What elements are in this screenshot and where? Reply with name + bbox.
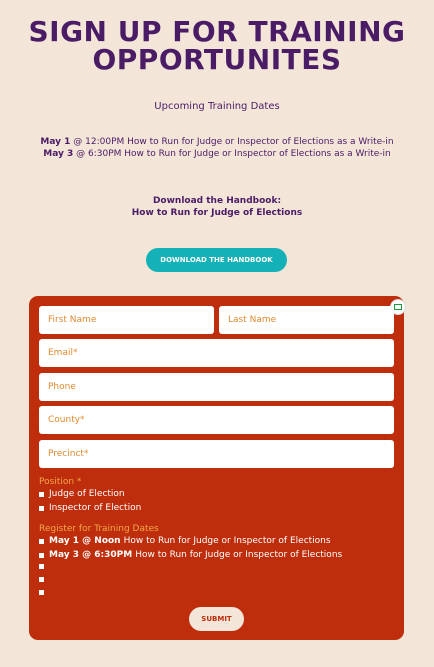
checkbox[interactable]	[39, 564, 44, 569]
training-date-item	[0, 148, 434, 160]
first-name-field[interactable]: First Name	[39, 306, 214, 334]
option-label: How to Run for Judge or Inspector of Elections	[123, 536, 331, 546]
position-label: Position *	[39, 477, 82, 487]
position-option-inspector[interactable]	[39, 503, 141, 513]
precinct-field[interactable]: Precinct*	[39, 440, 394, 468]
option-label: Judge of Election	[49, 489, 125, 499]
submit-button[interactable]: SUBMIT	[189, 607, 244, 631]
grid-icon-glyph	[394, 304, 402, 310]
page-title	[0, 15, 434, 76]
training-option-may1[interactable]	[39, 536, 331, 546]
checkbox[interactable]	[39, 506, 44, 511]
last-name-field[interactable]: Last Name	[219, 306, 394, 334]
option-label: Inspector of Election	[49, 503, 142, 513]
empty-checkbox-row[interactable]	[39, 564, 49, 569]
email-field[interactable]: Email*	[39, 339, 394, 367]
page-title-text: SIGN UP FOR TRAINING OPPORTUNITES	[28, 15, 406, 76]
checkbox[interactable]	[39, 539, 44, 544]
upcoming-dates-heading: Upcoming Training Dates	[154, 101, 280, 112]
training-date-text: @ 6:30PM How to Run for Judge or Inspector of Elections as a Write-in	[73, 149, 391, 159]
training-date: May 1	[40, 137, 71, 147]
training-date-text: @ 12:00PM How to Run for Judge or Inspector of Elections as a Write-in	[70, 137, 394, 147]
empty-checkbox-row[interactable]	[39, 590, 49, 595]
register-label: Register for Training Dates	[39, 524, 159, 534]
training-option-may3[interactable]	[39, 550, 342, 560]
training-date: May 3	[43, 149, 74, 159]
county-field[interactable]: County*	[39, 406, 394, 434]
empty-checkbox-row[interactable]	[39, 577, 49, 582]
training-date-bold: May 1 @ Noon	[49, 536, 121, 546]
position-option-judge[interactable]	[39, 489, 125, 499]
training-dates-list	[0, 136, 434, 160]
handbook-line-2: How to Run for Judge of Elections	[131, 208, 303, 218]
checkbox[interactable]	[39, 590, 44, 595]
checkbox[interactable]	[39, 553, 44, 558]
phone-field[interactable]: Phone	[39, 373, 394, 401]
checkbox[interactable]	[39, 492, 44, 497]
checkbox[interactable]	[39, 577, 44, 582]
handbook-heading	[0, 195, 434, 219]
option-label: How to Run for Judge or Inspector of Elections	[135, 550, 343, 560]
handbook-line-1: Download the Handbook:	[152, 196, 282, 206]
training-date-item	[0, 136, 434, 148]
download-handbook-button[interactable]: DOWNLOAD THE HANDBOOK	[146, 248, 287, 272]
training-date-bold: May 3 @ 6:30PM	[49, 550, 133, 560]
